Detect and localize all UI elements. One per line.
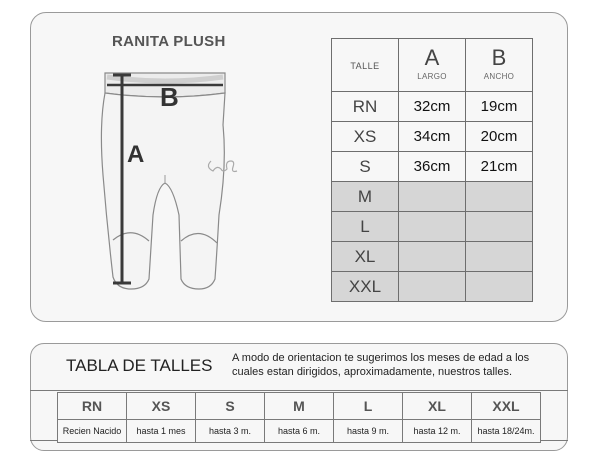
divider (30, 390, 568, 391)
product-title: RANITA PLUSH (112, 33, 226, 50)
divider (541, 440, 568, 441)
measure-label-a: A (127, 141, 145, 168)
width-cell (466, 242, 533, 272)
length-cell (399, 212, 466, 242)
size-cell: XL (403, 393, 472, 420)
column-header-a: A LARGO (399, 39, 466, 92)
size-cell: XS (332, 122, 399, 152)
age-cell: hasta 18/24m. (472, 420, 541, 443)
age-cell: hasta 3 m. (196, 420, 265, 443)
size-guide-title: TABLA DE TALLES (66, 356, 213, 375)
age-cell: hasta 1 mes (127, 420, 196, 443)
column-header-b: B ANCHO (466, 39, 533, 92)
size-cell: S (332, 152, 399, 182)
table-row-unavailable (332, 272, 533, 302)
age-cell: hasta 9 m. (334, 420, 403, 443)
length-cell: 36cm (399, 152, 466, 182)
table-row (332, 152, 533, 182)
table-header-row (332, 39, 533, 92)
age-cell: Recien Nacido (58, 420, 127, 443)
table-row-unavailable (332, 182, 533, 212)
length-cell (399, 242, 466, 272)
size-cell: RN (58, 393, 127, 420)
size-cell: L (334, 393, 403, 420)
width-cell: 20cm (466, 122, 533, 152)
width-cell: 19cm (466, 92, 533, 122)
length-cell (399, 272, 466, 302)
width-cell (466, 212, 533, 242)
size-cell: XXL (472, 393, 541, 420)
size-cell: M (332, 182, 399, 212)
size-cell: M (265, 393, 334, 420)
length-cell: 32cm (399, 92, 466, 122)
width-cell: 21cm (466, 152, 533, 182)
table-row-unavailable (332, 212, 533, 242)
age-guide-table (57, 392, 541, 443)
length-cell (399, 182, 466, 212)
measure-label-b: B (160, 82, 179, 112)
size-cell: RN (332, 92, 399, 122)
measurement-table (331, 38, 533, 302)
size-cell: S (196, 393, 265, 420)
size-column-header: TALLE (332, 39, 399, 92)
table-row (332, 122, 533, 152)
size-row (58, 393, 541, 420)
table-row (332, 92, 533, 122)
age-cell: hasta 12 m. (403, 420, 472, 443)
size-guide-note: A modo de orientacion te sugerimos los meses de edad a los cuales estan dirigidos, aproximadamente, nuestros talles. (232, 352, 530, 378)
age-cell: hasta 6 m. (265, 420, 334, 443)
width-cell (466, 182, 533, 212)
table-row-unavailable (332, 242, 533, 272)
age-row (58, 420, 541, 443)
size-cell: L (332, 212, 399, 242)
size-cell: XL (332, 242, 399, 272)
size-cell: XS (127, 393, 196, 420)
length-cell: 34cm (399, 122, 466, 152)
size-cell: XXL (332, 272, 399, 302)
divider (30, 440, 57, 441)
width-cell (466, 272, 533, 302)
